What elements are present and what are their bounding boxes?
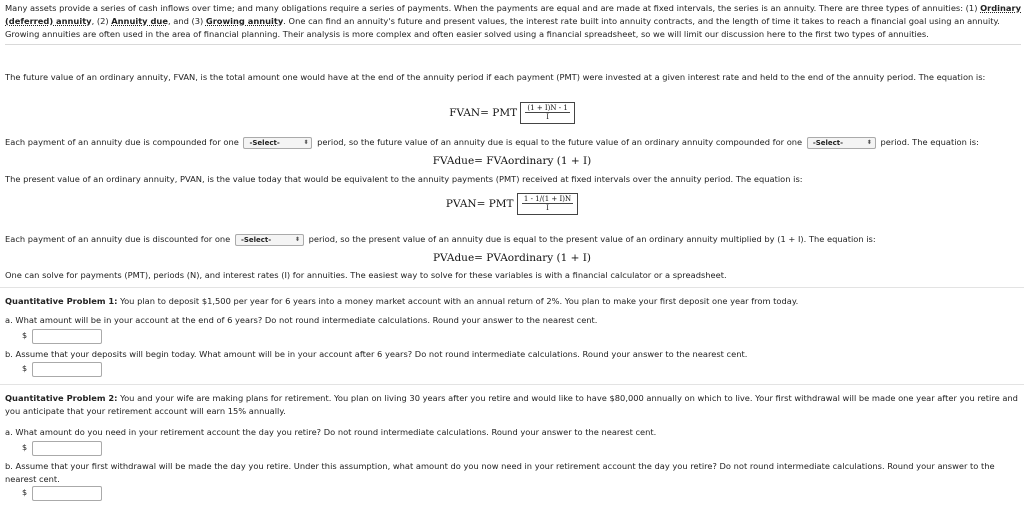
problem1-question-b: b. Assume that your deposits will begin today. What amount will be in your account after 6 years? Do not round intermediate calculations. Round your answer to the nearest cent. bbox=[5, 349, 748, 359]
problem2-answer-b: $ bbox=[22, 486, 102, 501]
term-ordinary-annuity[interactable]: Ordinary (deferred) annuity bbox=[5, 3, 1022, 26]
problem1-b-input[interactable] bbox=[32, 362, 102, 377]
problem2-question-a: a. What amount do you need in your retirement account the day you retire? Do not round intermediate calculations. Round your answer to the nearest cent. bbox=[5, 427, 657, 437]
pva-equation: PVAN= PMT $\frac{1 - 1/(1 + I)N}{I}$ bbox=[0, 193, 1024, 215]
problem1-answer-b: $ bbox=[22, 362, 102, 377]
problem1-statement: Quantitative Problem 1: You plan to deposit $1,500 per year for 6 years into a money market account with an annual return of 2%. You plan to make your first deposit one year from today. bbox=[5, 296, 799, 306]
problem1-question-a: a. What amount will be in your account at the end of 6 years? Do not round intermediate calculations. Round your answer to the nearest cent. bbox=[5, 315, 598, 325]
due-fv-select-2[interactable]: -Select- ⬍ bbox=[807, 137, 876, 149]
term-growing-annuity[interactable]: Growing annuity bbox=[205, 15, 284, 26]
term-annuity-due[interactable]: Annuity due bbox=[111, 15, 168, 26]
divider bbox=[0, 384, 1024, 385]
problem2-statement: Quantitative Problem 2: You and your wife are making plans for retirement. You plan on living 30 years after you retire and would like to have $80,000 annually on which to live. Your first withdrawal will be made one year after you retire and you anticipate that your retirement account will earn 15% annually. bbox=[5, 393, 1018, 416]
divider bbox=[0, 287, 1024, 288]
select-arrow-icon: ⬍ bbox=[303, 138, 309, 146]
fva-text: The future value of an ordinary annuity, FVAN, is the total amount one would have at the end of the annuity period if each payment (PMT) were invested at a given interest rate and held to the end of the annuity period. The equation is: bbox=[5, 72, 986, 82]
problem2-a-input[interactable] bbox=[32, 441, 102, 456]
due-fv-select-1[interactable]: -Select- ⬍ bbox=[243, 137, 312, 149]
solve-text: One can solve for payments (PMT), periods (N), and interest rates (I) for annuities. The easiest way to solve for these variables is with a financial calculator or a spreadsheet. bbox=[5, 270, 727, 280]
fva-fraction: $\frac{(1 + I)N - 1}{I}$ bbox=[520, 102, 574, 124]
due-fv-text: Each payment of an annuity due is compounded for one -Select- ⬍ period, so the future value of an annuity due is equal to the future value of an ordinary annuity compounded for one -Select- ⬍ period. The equation is: bbox=[5, 137, 979, 147]
pva-fraction: $\frac{1 - 1/(1 + I)N}{I}$ bbox=[517, 193, 578, 215]
problem1-a-input[interactable] bbox=[32, 329, 102, 344]
problem1-answer-a: $ bbox=[22, 329, 102, 344]
select-arrow-icon: ⬍ bbox=[866, 138, 872, 146]
intro-paragraph: Many assets provide a series of cash inflows over time; and many obligations require a series of payments. When the payments are equal and are made at fixed intervals, the series is an annuity. There are three types of annuities: (1) Ordinary (deferred) annuity, (2) Annuity due, and (3) Growing annuity. One can find an annuity's future and present values, the interest rate built into annuity contracts, and the length of time it takes to reach a financial goal using an annuity. Growing annuities are often used in the area of financial planning. Their analysis is more complex and often easier solved using a financial spreadsheet, so we will limit our discussion here to the first two types of annuities. bbox=[5, 2, 1021, 45]
due-pv-select-1[interactable]: -Select- ⬍ bbox=[235, 234, 304, 246]
select-arrow-icon: ⬍ bbox=[294, 235, 300, 243]
problem2-answer-a: $ bbox=[22, 441, 102, 456]
fva-equation: FVAN= PMT $\frac{(1 + I)N - 1}{I}$ bbox=[0, 102, 1024, 124]
due-pv-equation: PVAdue= PVAordinary (1 + I) bbox=[432, 252, 592, 264]
problem2-question-b: b. Assume that your first withdrawal will be made the day you retire. Under this assumption, what amount do you now need in your retirement account the day you retire? Do not round intermediate calculations. Round your answer to the nearest cent. bbox=[5, 461, 995, 484]
problem2-b-input[interactable] bbox=[32, 486, 102, 501]
pva-text: The present value of an ordinary annuity, PVAN, is the value today that would be equivalent to the annuity payments (PMT) received at fixed intervals over the annuity period. The equation is: bbox=[5, 174, 803, 184]
due-pv-text: Each payment of an annuity due is discounted for one -Select- ⬍ period, so the present value of an annuity due is equal to the present value of an ordinary annuity multiplied by (1 + I). The equation is: bbox=[5, 234, 876, 244]
due-fv-equation: FVAdue= FVAordinary (1 + I) bbox=[432, 155, 592, 167]
